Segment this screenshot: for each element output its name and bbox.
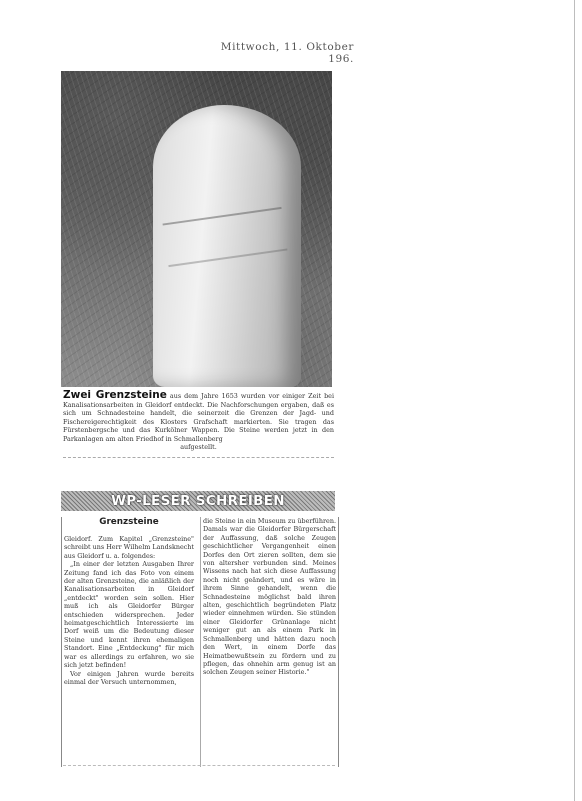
letter-column-left: [61, 517, 196, 767]
caption-last-line: aufgestellt.: [180, 443, 217, 451]
caption-body: aus dem Jahre 1653 wurden vor einiger Zeit bei Kanalisationsarbeiten in Gleidorf entdeckt. Die Nachforschungen ergaben, daß es sich um Schnadesteine handelt, die seinerzeit die Grenzen der Jagd- und Fischereigerechtigkeit des Klosters Grafschaft markierten. Sie tragen das Fürstenbergsche und das Kurkölner Wappen. Die Steine werden jetzt in den Parkanlagen am alten Friedhof in Schmallenberg: [63, 392, 334, 443]
boundary-stone-photo: [61, 71, 332, 387]
letter-paragraph: Gleidorf. Zum Kapitel „Grenzsteine" schreibt uns Herr Wilhelm Landsknecht aus Gleidorf u. a. folgendes:: [64, 535, 194, 560]
letter-paragraph: Vor einigen Jahren wurde bereits einmal der Versuch unternommen,: [64, 669, 194, 686]
letter-column-right: [200, 517, 339, 767]
dateline: Mittwoch, 11. Oktober 196.: [220, 41, 354, 65]
section-banner: [61, 491, 335, 511]
photo-caption: [63, 391, 334, 452]
letter-paragraph: „In einer der letzten Ausgaben Ihrer Zeitung fand ich das Foto von einem der alten Grenzsteine, die anläßlich der Kanalisationsarbeiten in Gleidorf „entdeckt" worden sein sollen. Hier muß ich als Gleidorfer Bürger entschieden widersprechen. Jeder heimatgeschichtlich Interessierte im Dorf weiß um die Bedeutung dieser Steine und kennt ihren ehemaligen Standort. Eine „Entdeckung" für mich war es allerdings zu erfahren, wo sie sich jetzt befinden!: [64, 560, 194, 670]
letter-headline: Grenzsteine: [99, 517, 159, 527]
bottom-divider: [63, 765, 335, 766]
page-edge: [574, 0, 575, 801]
banner-title: WP-LESER SCHREIBEN: [111, 493, 285, 509]
letter-paragraph: die Steine in ein Museum zu überführen. Damals war die Gleidorfer Bürgerschaft der Auffassung, daß solche Zeugen geschichtlicher Vergangenheit einen Dorfes den Ort zieren sollten, dem sie von altersher verbunden sind. Meines Wissens nach hat sich diese Auffassung noch nicht geändert, und es wäre in ihrem Sinne gehandelt, wenn die Schnadesteine möglichst bald ihren alten, geschichtlich begründeten Platz wieder einnehmen würden. Sie stünden einer Gleidorfer Grünanlage nicht weniger gut an als einem Park in Schmallenberg und hätten dazu noch den Wert, in einem Dorfe das Heimatbewußtsein zu fördern und zu pflegen, das ohnehin arm genug ist an solchen Zeugen seiner Historie.": [203, 517, 336, 677]
stone-shape: [153, 105, 301, 387]
section-divider: [63, 457, 334, 458]
caption-lead: Zwei Grenzsteine: [63, 389, 167, 401]
